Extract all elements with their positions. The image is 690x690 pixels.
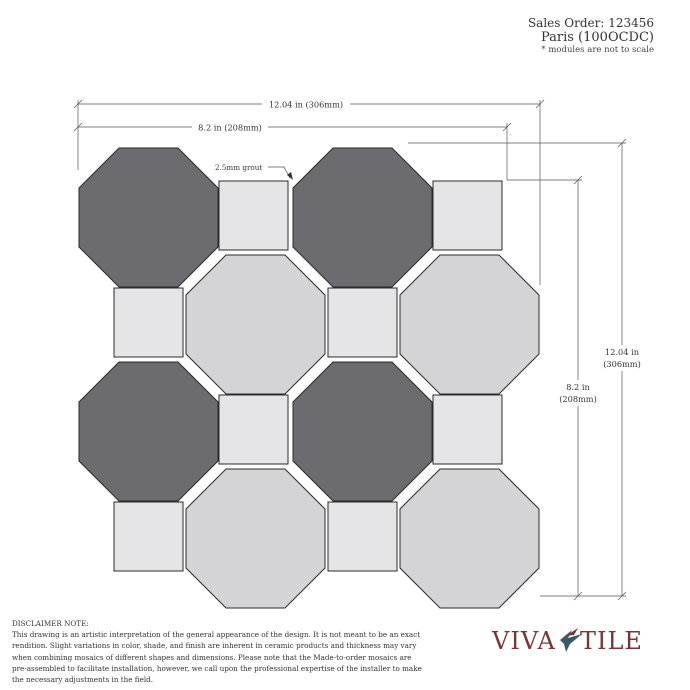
dark-octagon-tile: [293, 362, 432, 501]
logo-text-tile: TILE: [580, 627, 643, 655]
disclaimer-line: rendition. Slight variations in color, shade, and finish are inherent in ceramic products and thickness may vary: [12, 641, 417, 651]
square-tile: [219, 181, 288, 250]
sales-order: Sales Order: 123456: [527, 16, 654, 30]
product-name: Paris (100OCDC): [540, 30, 654, 45]
scale-note: * modules are not to scale: [541, 45, 654, 55]
disclaimer-title: DISCLAIMER NOTE:: [12, 619, 89, 628]
module-width-label: 8.2 in (208mm): [198, 122, 262, 133]
square-tile: [433, 395, 502, 464]
dark-octagon-tile: [293, 148, 432, 287]
module-height-mm-label: (208mm): [559, 394, 597, 404]
disclaimer: [12, 618, 442, 685]
bird-icon: [560, 628, 582, 652]
square-tile: [328, 288, 397, 357]
grout-leader: [268, 167, 290, 178]
square-tile: [114, 288, 183, 357]
dark-octagon-tile: [79, 362, 218, 501]
viva-tile-logo: [492, 622, 662, 662]
grout-label: 2.5mm grout: [215, 163, 263, 172]
light-octagon-tile: [186, 255, 325, 394]
overall-height-label: 12.04 in: [605, 347, 639, 357]
square-tile: [219, 395, 288, 464]
tile-layout: [79, 148, 539, 608]
overall-height-mm-label: (306mm): [603, 359, 641, 369]
light-octagon-tile: [400, 469, 539, 608]
overall-width-label: 12.04 in (306mm): [268, 99, 344, 110]
disclaimer-line: pre-assembled to facilitate installation, however, we call upon the professional expertise of the installer to make: [12, 663, 422, 673]
dark-octagon-tile: [79, 148, 218, 287]
square-tile: [114, 502, 183, 571]
disclaimer-line: the necessary adjustments in the field.: [12, 675, 154, 685]
logo-text-viva: VIVA: [492, 627, 556, 655]
square-tile: [328, 502, 397, 571]
grout-arrowhead: [287, 172, 293, 180]
disclaimer-line: when combining mosaics of different shapes and dimensions. Please note that the Made-to-order mosaics are: [12, 652, 412, 662]
module-height-label: 8.2 in: [566, 382, 590, 392]
disclaimer-line: This drawing is an artistic interpretation of the general appearance of the design. It is not meant to be an exact: [12, 630, 421, 640]
square-tile: [433, 181, 502, 250]
light-octagon-tile: [186, 469, 325, 608]
light-octagon-tile: [400, 255, 539, 394]
